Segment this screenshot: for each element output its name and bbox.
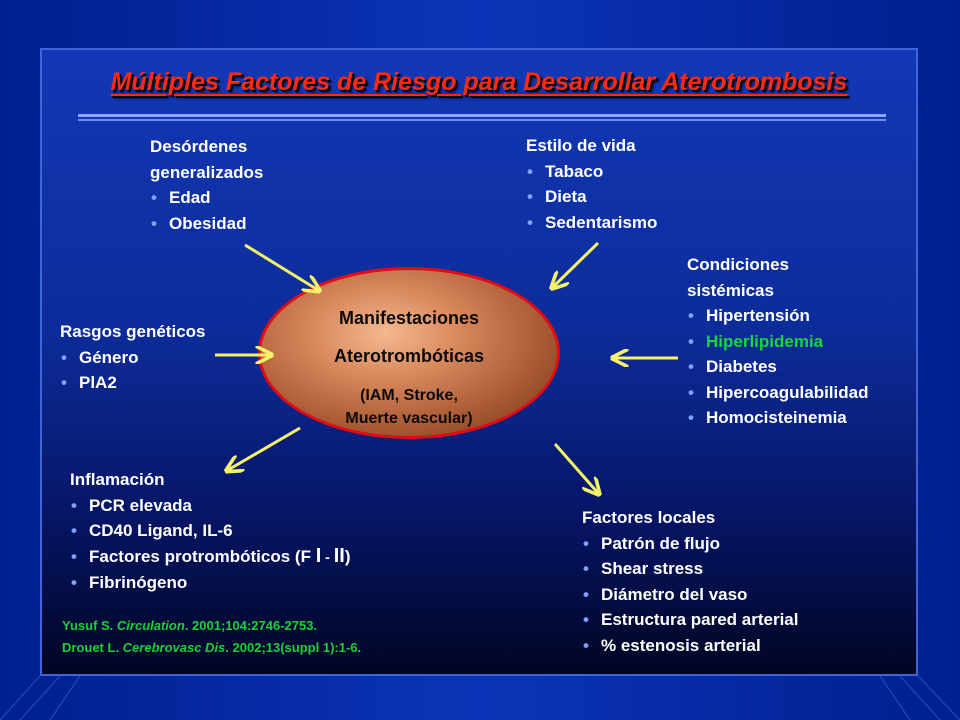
bullet-icon: • — [583, 635, 589, 655]
bullet-icon: • — [151, 213, 157, 233]
factor-generalized — [150, 134, 263, 236]
factor-systemic-heading-2: sistémicas — [687, 280, 774, 300]
factor-lifestyle — [526, 133, 657, 235]
list-item: • Fibrinógeno — [70, 570, 351, 596]
list-item: • Hipercoagulabilidad — [687, 380, 868, 406]
factor-lifestyle-heading: Estilo de vida — [526, 136, 636, 155]
factor-generalized-heading-2: generalizados — [150, 162, 264, 182]
bullet-icon: • — [151, 188, 157, 207]
bullet-icon: • — [583, 610, 589, 629]
factor-local — [582, 505, 798, 658]
list-item: • Estructura pared arterial — [582, 607, 798, 633]
bullet-icon: • — [583, 533, 589, 553]
bullet-icon: • — [688, 408, 694, 427]
bullet-icon: • — [61, 347, 67, 367]
bullet-icon: • — [688, 306, 694, 325]
center-detail-line-2: Muerte vascular) — [345, 410, 473, 427]
list-item: • Diámetro del vaso — [582, 582, 798, 608]
factor-generalized-heading-1: Desórdenes — [150, 137, 248, 156]
list-item-prothrombotic: • Factores protrombóticos (F I - II) — [70, 544, 351, 571]
list-item: • Diabetes — [687, 354, 868, 380]
bullet-icon: • — [527, 161, 533, 181]
list-item: • Sedentarismo — [526, 210, 657, 236]
bullet-icon: • — [71, 573, 77, 592]
factor-genetic — [60, 319, 206, 396]
reference-1: Yusuf S. Circulation. 2001;104:2746-2753. — [62, 618, 318, 633]
bullet-icon: • — [527, 187, 533, 206]
factor-local-heading: Factores locales — [582, 508, 716, 527]
bullet-icon: • — [688, 382, 694, 402]
center-node-detail — [258, 384, 560, 430]
list-item: • PCR elevada — [70, 493, 351, 519]
list-item: • Patrón de flujo — [582, 531, 798, 557]
list-item: • Obesidad — [150, 211, 263, 237]
list-item: • PlA2 — [60, 370, 206, 396]
list-item-highlighted: • Hiperlipidemia — [687, 329, 868, 355]
factor-systemic-heading-1: Condiciones — [687, 255, 790, 274]
bullet-icon: • — [527, 212, 533, 232]
list-item: • % estenosis arterial — [582, 633, 798, 659]
bullet-icon: • — [71, 546, 77, 566]
bullet-icon: • — [71, 495, 77, 515]
factor-systemic — [687, 252, 868, 431]
list-item: • Edad — [150, 185, 263, 211]
list-item: • Género — [60, 345, 206, 371]
center-detail-line-1: (IAM, Stroke, — [360, 387, 458, 404]
bullet-icon: • — [688, 331, 694, 351]
factor-inflammation — [70, 467, 351, 596]
center-node-subtitle: Aterotrombóticas — [333, 346, 485, 366]
reference-2: Drouet L. Cerebrovasc Dis. 2002;13(suppl 1):1-6. — [62, 640, 362, 655]
bullet-icon: • — [688, 357, 694, 376]
list-item: • Shear stress — [582, 556, 798, 582]
slide-title: Múltiples Factores de Riesgo para Desarrollar Aterotrombosis — [110, 68, 848, 96]
factor-inflammation-heading: Inflamación — [70, 470, 165, 489]
factor-genetic-heading: Rasgos genéticos — [60, 322, 206, 341]
title-underline-rule — [78, 114, 886, 122]
center-node-title: Manifestaciones — [338, 308, 480, 328]
references — [62, 615, 361, 659]
bullet-icon: • — [61, 373, 67, 392]
bullet-icon: • — [583, 559, 589, 578]
list-item: • Homocisteinemia — [687, 405, 868, 431]
bullet-icon: • — [583, 584, 589, 604]
list-item: • Dieta — [526, 184, 657, 210]
list-item: • Hipertensión — [687, 303, 868, 329]
list-item: • Tabaco — [526, 159, 657, 185]
list-item: • CD40 Ligand, IL-6 — [70, 518, 351, 544]
bullet-icon: • — [71, 521, 77, 540]
